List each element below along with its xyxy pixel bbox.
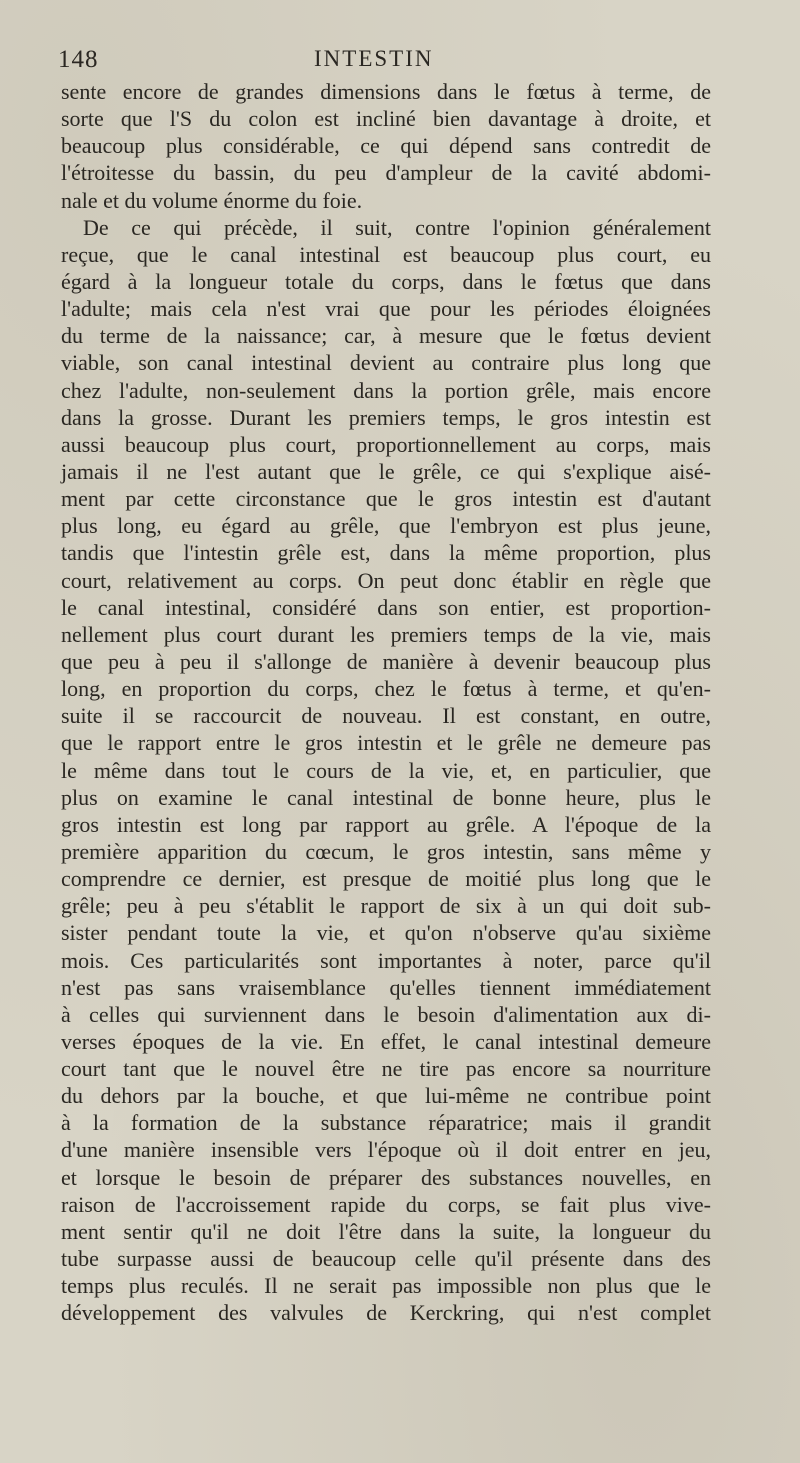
body-text (61, 78, 711, 1326)
text-line: plus long, eu égard au grêle, que l'embryon est plus jeune, (61, 513, 711, 539)
text-line: verses époques de la vie. En effet, le canal intestinal demeure (61, 1028, 711, 1054)
text-line: viable, son canal intestinal devient au contraire plus long que (61, 350, 711, 376)
text-line: sister pendant toute la vie, et qu'on n'observe qu'au sixième (61, 920, 711, 946)
text-line: égard à la longueur totale du corps, dans le fœtus que dans (61, 268, 711, 294)
text-line: l'étroitesse du bassin, du peu d'ampleur de la cavité abdomi- (61, 160, 711, 186)
running-title: INTESTIN (314, 46, 434, 71)
text-line: plus on examine le canal intestinal de bonne heure, plus le (61, 784, 711, 810)
text-line: le canal intestinal, considéré dans son entier, est proportion- (61, 594, 711, 620)
text-line: mois. Ces particularités sont importantes à noter, parce qu'il (61, 947, 711, 973)
text-line: développement des valvules de Kerckring, qui n'est complet (61, 1300, 711, 1326)
text-line: nellement plus court durant les premiers temps de la vie, mais (61, 621, 711, 647)
text-line: grêle; peu à peu s'établit le rapport de six à un qui doit sub- (61, 893, 711, 919)
text-line: que le rapport entre le gros intestin et le grêle ne demeure pas (61, 730, 711, 756)
page-number: 148 (58, 46, 99, 73)
text-line: dans la grosse. Durant les premiers temps, le gros intestin est (61, 404, 711, 430)
text-line: et lorsque le besoin de préparer des substances nouvelles, en (61, 1164, 711, 1190)
text-line: court tant que le nouvel être ne tire pas encore sa nourriture (61, 1056, 711, 1082)
text-line: gros intestin est long par rapport au grêle. A l'époque de la (61, 811, 711, 837)
text-line: court, relativement au corps. On peut donc établir en règle que (61, 567, 711, 593)
text-line: sente encore de grandes dimensions dans le fœtus à terme, de (61, 79, 711, 104)
text-line: raison de l'accroissement rapide du corps, se fait plus vive- (61, 1191, 711, 1217)
text-line: le même dans tout le cours de la vie, et, en particulier, que (61, 757, 711, 783)
text-line: jamais il ne l'est autant que le grêle, ce qui s'explique aisé- (61, 458, 711, 484)
text-line: aussi beaucoup plus court, proportionnellement au corps, mais (61, 431, 711, 457)
text-line: beaucoup plus considérable, ce qui dépend sans contredit de (61, 133, 711, 159)
text-line: comprendre ce dernier, est presque de moitié plus long que le (61, 866, 711, 892)
text-line: à la formation de la substance réparatrice; mais il grandit (61, 1110, 711, 1136)
text-line: du dehors par la bouche, et que lui-même ne contribue point (61, 1083, 711, 1109)
text-line: ment par cette circonstance que le gros intestin est d'autant (61, 486, 711, 512)
text-line: De ce qui précède, il suit, contre l'opinion généralement (83, 214, 711, 240)
text-line: à celles qui surviennent dans le besoin d'alimentation aux di- (61, 1001, 711, 1027)
text-line: tube surpasse aussi de beaucoup celle qu'il présente dans des (61, 1246, 711, 1272)
text-line: n'est pas sans vraisemblance qu'elles tiennent immédiatement (61, 974, 711, 1000)
text-line: suite il se raccourcit de nouveau. Il est constant, en outre, (61, 703, 711, 729)
text-line: tandis que l'intestin grêle est, dans la même proportion, plus (61, 540, 711, 566)
text-line: sorte que l'S du colon est incliné bien davantage à droite, et (61, 106, 711, 132)
page-header (58, 46, 718, 80)
text-line: chez l'adulte, non-seulement dans la portion grêle, mais encore (61, 377, 711, 403)
text-line: temps plus reculés. Il ne serait pas impossible non plus que le (61, 1273, 711, 1299)
text-line: ment sentir qu'il ne doit l'être dans la suite, la longueur du (61, 1218, 711, 1244)
text-line: d'une manière insensible vers l'époque où il doit entrer en jeu, (61, 1137, 711, 1163)
text-line: nale et du volume énorme du foie. (61, 187, 363, 213)
text-line: que peu à peu il s'allonge de manière à devenir beaucoup plus (61, 648, 711, 674)
text-line: long, en proportion du corps, chez le fœtus à terme, et qu'en- (61, 676, 711, 702)
text-line: du terme de la naissance; car, à mesure que le fœtus devient (61, 323, 711, 349)
text-line: première apparition du cœcum, le gros intestin, sans même y (61, 838, 711, 864)
text-line: l'adulte; mais cela n'est vrai que pour les périodes éloignées (61, 296, 711, 322)
text-line: reçue, que le canal intestinal est beaucoup plus court, eu (61, 241, 711, 267)
